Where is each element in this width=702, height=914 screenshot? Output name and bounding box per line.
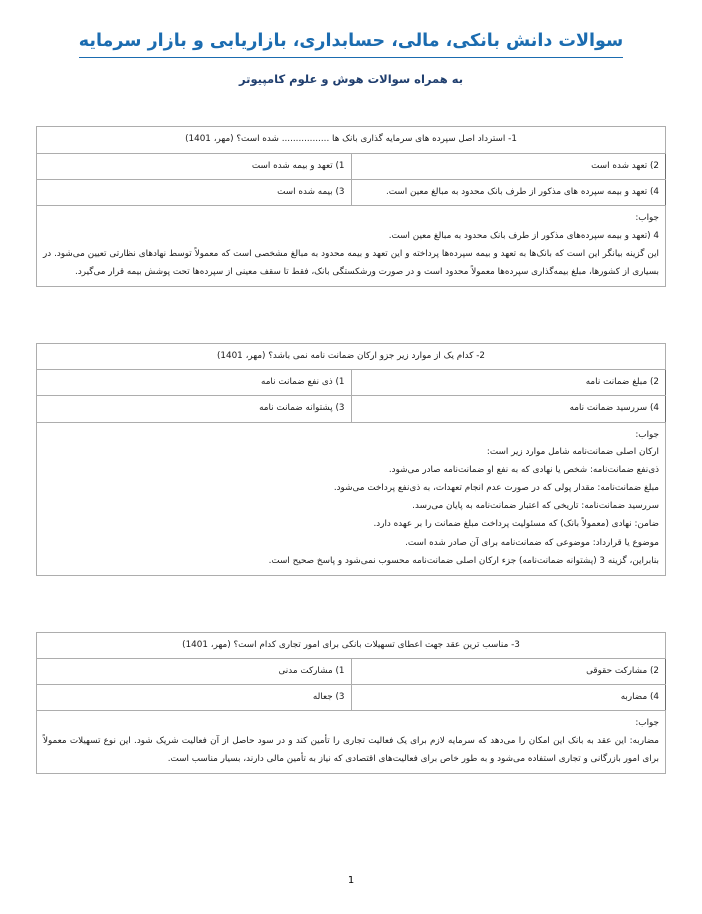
option-4[interactable]: 4) سررسید ضمانت نامه (351, 396, 666, 422)
question-stem-row (37, 343, 666, 369)
option-2[interactable]: 2) مبلغ ضمانت نامه (351, 370, 666, 396)
answer-paragraph: مضاربه: این عقد به بانک این امکان را می‌دهد که سرمایه لازم برای یک فعالیت تجاری را تأمین کند و در سود حاصل از آن فعالیت شریک شود. این نوع تسهیلات معمولاً برای امور بازرگانی و تجاری استفاده می‌شود و به طور خاص برای فعالیت‌های اقتصادی که نیاز به تأمین مالی دارند، بسیار مناسب است. (43, 736, 659, 765)
option-2[interactable]: 2) تعهد شده است (351, 153, 666, 179)
answer-label: جواب: (635, 213, 659, 224)
options-row (37, 370, 666, 396)
question-stem: 1- استرداد اصل سپرده های سرمایه گذاری بانک ها ................. شده است؟ (مهر، 1401) (37, 127, 666, 153)
options-row (37, 396, 666, 422)
option-3[interactable]: 3) بیمه شده است (37, 179, 352, 205)
option-2[interactable]: 2) مشارکت حقوقی (351, 658, 666, 684)
question-table-3 (36, 632, 666, 775)
option-4[interactable]: 4) تعهد و بیمه سپرده های مذکور از طرف بانک محدود به مبالغ معین است. (351, 179, 666, 205)
option-1[interactable]: 1) تعهد و بیمه شده است (37, 153, 352, 179)
answer-row (37, 206, 666, 287)
answer-paragraph: ذی‌نفع ضمانت‌نامه: شخص یا نهادی که به نفع او ضمانت‌نامه صادر می‌شود. (388, 465, 659, 476)
answer-paragraph: ضامن: نهادی (معمولاً بانک) که مسئولیت پرداخت مبلغ ضمانت را بر عهده دارد. (373, 519, 659, 530)
question-block-1 (36, 126, 666, 287)
page-subtitle: به همراه سوالات هوش و علوم کامپیوتر (238, 72, 464, 87)
options-row (37, 153, 666, 179)
answer-paragraph: موضوع یا قرارداد: موضوعی که ضمانت‌نامه برای آن صادر شده است. (405, 537, 659, 548)
answer-paragraph: سررسید ضمانت‌نامه: تاریخی که اعتبار ضمانت‌نامه به پایان می‌رسد. (412, 501, 659, 512)
option-1[interactable]: 1) ذی نفع ضمانت نامه (37, 370, 352, 396)
question-block-2 (36, 343, 666, 576)
page-title: سوالات دانش بانکی، مالی، حسابداری، بازاریابی و بازار سرمایه (79, 28, 623, 58)
question-table-2 (36, 343, 666, 576)
option-3[interactable]: 3) پشتوانه ضمانت نامه (37, 396, 352, 422)
answer-cell (37, 206, 666, 287)
page-number: 1 (347, 875, 355, 886)
answer-paragraph: مبلغ ضمانت‌نامه: مقدار پولی که در صورت عدم انجام تعهدات، به ذی‌نفع پرداخت می‌شود. (333, 483, 659, 494)
answer-paragraph: ارکان اصلی ضمانت‌نامه شامل موارد زیر است: (486, 447, 659, 458)
question-stem-row (37, 632, 666, 658)
question-stem: 2- کدام یک از موارد زیر جزو ارکان ضمانت نامه نمی باشد؟ (مهر، 1401) (37, 343, 666, 369)
question-stem-row (37, 127, 666, 153)
answer-row (37, 422, 666, 575)
answer-paragraph: این گزینه بیانگر این است که بانک‌ها به تعهد و بیمه سپرده‌ها پرداخته و این تعهد و بیمه محدود به مبالغ مشخصی است که معمولاً توسط نهادهای نظارتی تعیین می‌شود. در بسیاری از کشورها، مبلغ بیمه‌گذاری سپرده‌ها معمولاً محدود است و در صورت ورشکستگی بانک، فقط تا سقف معینی از سپرده‌ها تحت پوشش بیمه قرار می‌گیرد. (43, 248, 659, 277)
option-1[interactable]: 1) مشارکت مدنی (37, 658, 352, 684)
question-block-3 (36, 632, 666, 775)
answer-cell (37, 711, 666, 774)
answer-label: جواب: (635, 718, 659, 729)
question-table-1 (36, 126, 666, 287)
answer-cell (37, 422, 666, 575)
options-row (37, 179, 666, 205)
options-row (37, 658, 666, 684)
answer-label: جواب: (635, 429, 659, 440)
question-stem: 3- مناسب ترین عقد جهت اعطای تسهیلات بانکی برای امور تجاری کدام است؟ (مهر، 1401) (37, 632, 666, 658)
document-header (0, 0, 702, 86)
answer-paragraph: بنابراین، گزینه 3 (پشتوانه ضمانت‌نامه) جزء ارکان اصلی ضمانت‌نامه محسوب نمی‌شود و پاسخ صحیح است. (268, 555, 659, 566)
answer-paragraph: 4 (تعهد و بیمه سپرده‌های مذکور از طرف بانک محدود به مبالغ معین است. (388, 230, 659, 241)
options-row (37, 685, 666, 711)
option-4[interactable]: 4) مضاربه (351, 685, 666, 711)
option-3[interactable]: 3) جعاله (37, 685, 352, 711)
answer-row (37, 711, 666, 774)
